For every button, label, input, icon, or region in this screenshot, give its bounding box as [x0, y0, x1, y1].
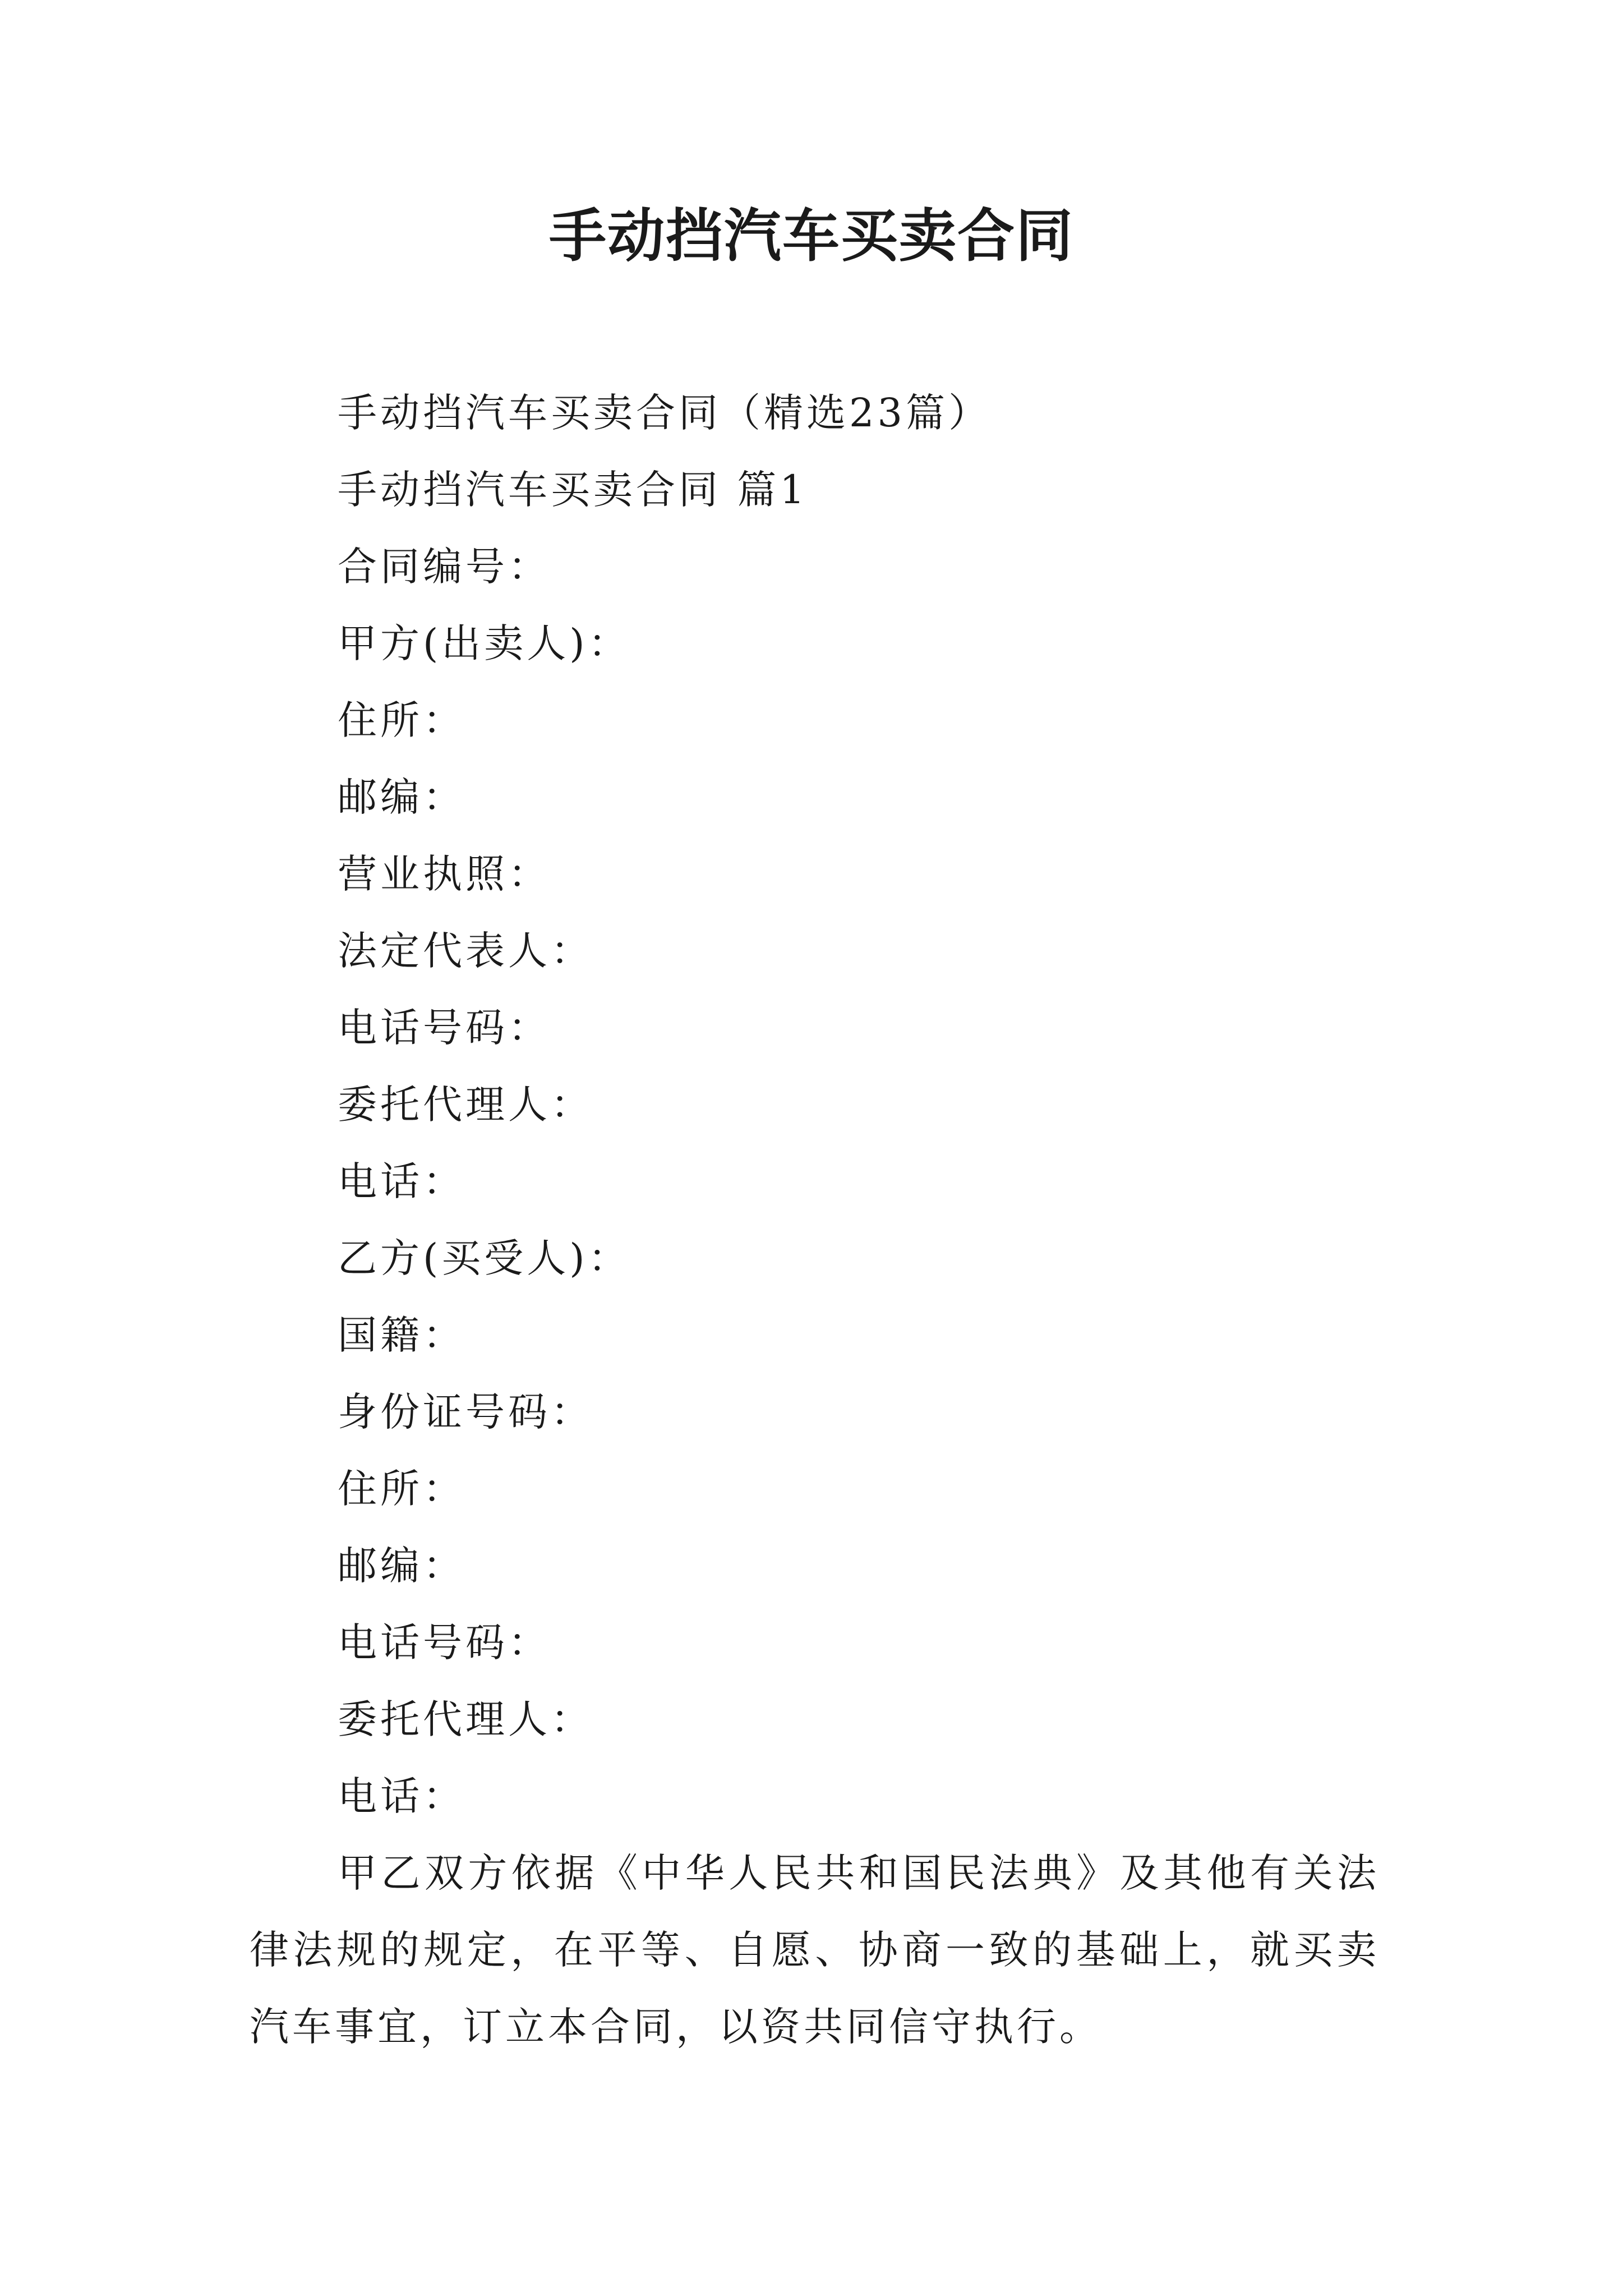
field-party-a-agent: 委托代理人：: [338, 1082, 593, 1128]
field-id-number: 身份证号码：: [338, 1389, 593, 1435]
field-party-b-postcode: 邮编：: [338, 1543, 465, 1589]
field-nationality: 国籍：: [338, 1312, 465, 1358]
section-heading: 手动挡汽车买卖合同 篇1: [338, 467, 808, 513]
field-party-b-agent: 委托代理人：: [338, 1696, 593, 1742]
document-subtitle: 手动挡汽车买卖合同（精选23篇）: [338, 390, 992, 436]
document-body: [250, 375, 1380, 2065]
field-party-a-postcode: 邮编：: [338, 774, 465, 820]
field-legal-representative: 法定代表人：: [338, 928, 593, 974]
document-title: 手动挡汽车买卖合同: [549, 203, 1074, 270]
field-party-a-agent-phone: 电话：: [338, 1158, 465, 1204]
field-party-b: 乙方(买受人)：: [338, 1235, 631, 1281]
field-party-b-phone-number: 电话号码：: [338, 1619, 551, 1665]
field-contract-number: 合同编号：: [338, 544, 551, 590]
field-party-b-agent-phone: 电话：: [338, 1773, 465, 1819]
field-party-a-address: 住所：: [338, 697, 465, 743]
field-party-b-address: 住所：: [338, 1466, 465, 1512]
field-party-a: 甲方(出卖人)：: [338, 620, 631, 666]
field-party-a-phone-number: 电话号码：: [338, 1005, 551, 1051]
intro-paragraph: 甲乙双方依据《中华人民共和国民法典》及其他有关法律法规的规定，在平等、自愿、协商一致的基础上，就买卖汽车事宜，订立本合同，以资共同信守执行。: [250, 1850, 1380, 2050]
field-business-license: 营业执照：: [338, 851, 551, 897]
